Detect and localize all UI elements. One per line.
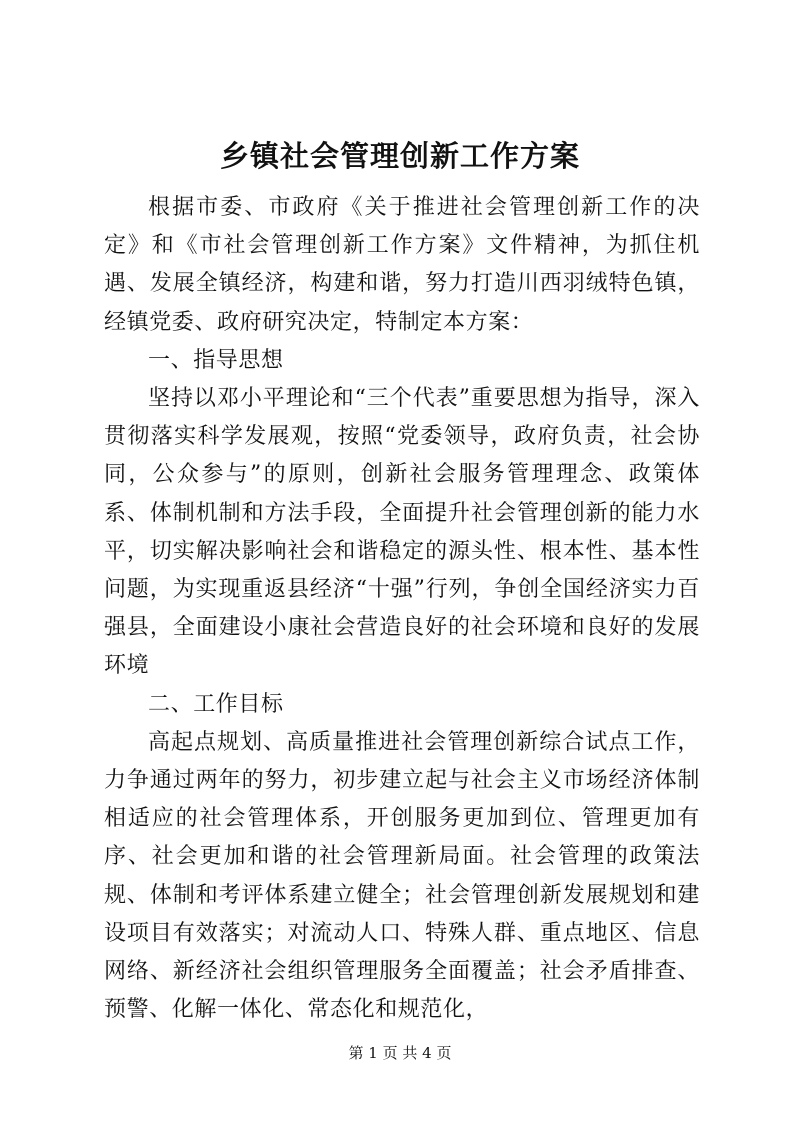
document-title: 乡镇社会管理创新工作方案 xyxy=(219,139,580,173)
work-goals-paragraph: 高起点规划、高质量推进社会管理创新综合试点工作，力争通过两年的努力，初步建立起与社会主义市场经济体制相适应的社会管理体系，开创服务更加到位、管理更加有序、社会更加和谐的社会管理新局面。社会管理的政策法规、体制和考评体系建立健全；社会管理创新发展规划和建设项目有效落实；对流动人口、特殊人群、重点地区、信息网络、新经济社会组织管理服务全面覆盖；社会矛盾排查、预警、化解一体化、常态化和规范化， xyxy=(104,729,700,1023)
section-heading-work-goals: 二、工作目标 xyxy=(148,691,284,717)
guiding-ideology-paragraph: 坚持以邓小平理论和“三个代表”重要思想为指导，深入贯彻落实科学发展观，按照“党委领导，政府负责，社会协同，公众参与”的原则，创新社会服务管理理念、政策体系、体制机制和方法手段，全面提升社会管理创新的能力水平，切实解决影响社会和谐稳定的源头性、根本性、基本性问题，为实现重返县经济“十强”行列，争创全国经济实力百强县，全面建设小康社会营造良好的社会环境和良好的发展环境 xyxy=(104,386,700,679)
document-body xyxy=(104,189,700,1029)
intro-paragraph: 根据市委、市政府《关于推进社会管理创新工作的决定》和《市社会管理创新工作方案》文件精神，为抓住机遇、发展全镇经济，构建和谐，努力打造川西羽绒特色镇，经镇党委、政府研究决定，特制定本方案： xyxy=(104,195,700,335)
section-heading-guiding-ideology: 一、指导思想 xyxy=(148,347,284,373)
page-footer: 第 1 页 共 4 页 xyxy=(348,1044,452,1062)
